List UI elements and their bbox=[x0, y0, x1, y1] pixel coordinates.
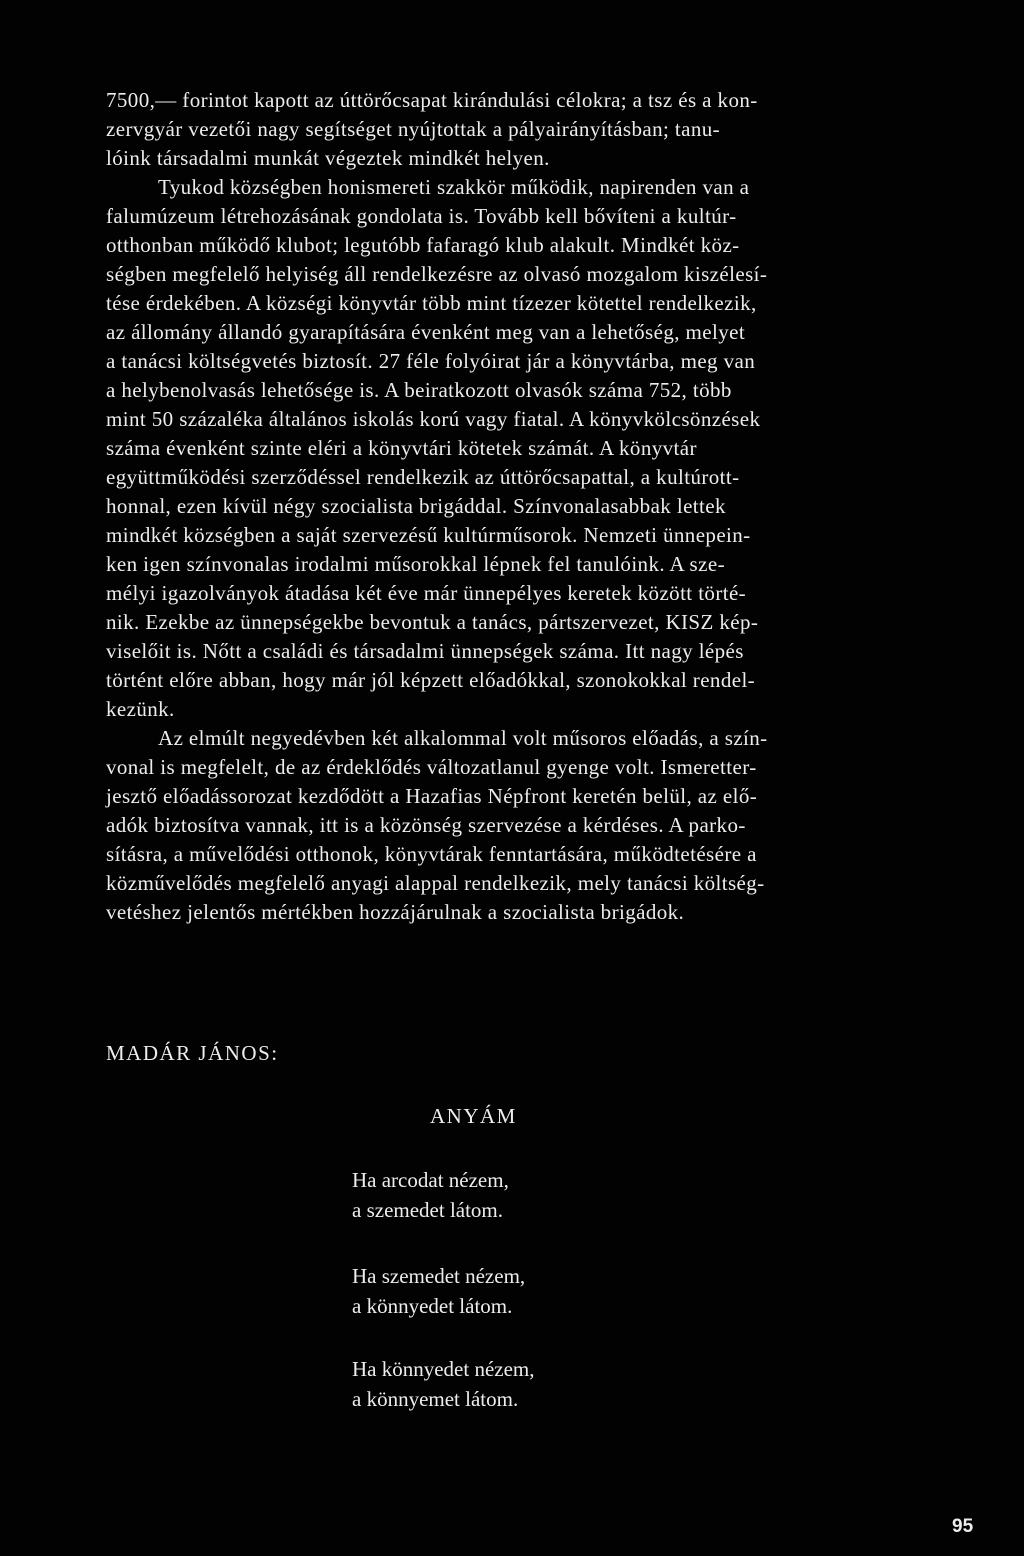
text-line: 7500,— forintot kapott az úttörőcsapat kirándulási célokra; a tsz és a kon- bbox=[106, 88, 758, 112]
text-line: együttműködési szerződéssel rendelkezik az úttörőcsapattal, a kultúrott- bbox=[106, 465, 740, 489]
text-line: az állomány állandó gyarapítására évenként meg van a lehetőség, melyet bbox=[106, 320, 746, 344]
poem-verse: Ha szemedet nézem, bbox=[352, 1264, 526, 1288]
text-line: történt előre abban, hogy már jól képzett előadókkal, szonokokkal rendel- bbox=[106, 668, 756, 692]
text-line: mindkét községben a saját szervezésű kultúrműsorok. Nemzeti ünnepein- bbox=[106, 523, 751, 547]
text-line: vetéshez jelentős mértékben hozzájárulnak a szocialista brigádok. bbox=[106, 900, 685, 924]
text-line: száma évenként szinte eléri a könyvtári kötetek számát. A könyvtár bbox=[106, 436, 697, 460]
text-line: Az elmúlt negyedévben két alkalommal volt műsoros előadás, a szín- bbox=[158, 726, 768, 750]
poem-verse: a könnyedet látom. bbox=[352, 1294, 513, 1318]
text-line: Tyukod községben honismereti szakkör működik, napirenden van a bbox=[158, 175, 750, 199]
text-line: adók biztosítva vannak, itt is a közönség szervezése a kérdéses. A parko- bbox=[106, 813, 746, 837]
text-line: vonal is megfelelt, de az érdeklődés változatlanul gyenge volt. Ismeretter- bbox=[106, 755, 757, 779]
text-line: ken igen színvonalas irodalmi műsorokkal lépnek fel tanulóink. A sze- bbox=[106, 552, 725, 576]
page-number: 95 bbox=[952, 1516, 974, 1537]
poem-title: ANYÁM bbox=[430, 1104, 517, 1128]
text-line: tése érdekében. A községi könyvtár több mint tízezer kötettel rendelkezik, bbox=[106, 291, 757, 315]
text-line: nik. Ezekbe az ünnepségekbe bevontuk a tanács, pártszervezet, KISZ kép- bbox=[106, 610, 759, 634]
poem-verse: Ha könnyedet nézem, bbox=[352, 1357, 535, 1381]
poem-stanza bbox=[352, 1354, 752, 1414]
text-line: sításra, a művelődési otthonok, könyvtárak fenntartására, működtetésére a bbox=[106, 842, 757, 866]
poem-verse: Ha arcodat nézem, bbox=[352, 1168, 509, 1192]
text-line: a tanácsi költségvetés biztosít. 27 féle folyóirat jár a könyvtárba, meg van bbox=[106, 349, 756, 373]
text-line: kezünk. bbox=[106, 697, 175, 721]
poem-verse: a könnyemet látom. bbox=[352, 1387, 519, 1411]
text-line: a helybenolvasás lehetősége is. A beiratkozott olvasók száma 752, több bbox=[106, 378, 732, 402]
text-line: falumúzeum létrehozásának gondolata is. Tovább kell bővíteni a kultúr- bbox=[106, 204, 737, 228]
text-line: lóink társadalmi munkát végeztek mindkét helyen. bbox=[106, 146, 550, 170]
text-line: mint 50 százaléka általános iskolás korú vagy fiatal. A könyvkölcsönzések bbox=[106, 407, 761, 431]
text-line: közművelődés megfelelő anyagi alappal rendelkezik, mely tanácsi költség- bbox=[106, 871, 765, 895]
poem-verse: a szemedet látom. bbox=[352, 1198, 504, 1222]
text-line: jesztő előadássorozat kezdődött a Hazafias Népfront keretén belül, az elő- bbox=[106, 784, 758, 808]
text-line: ségben megfelelő helyiség áll rendelkezésre az olvasó mozgalom kiszélesí- bbox=[106, 262, 768, 286]
text-line: zervgyár vezetői nagy segítséget nyújtottak a pályairányításban; tanu- bbox=[106, 117, 721, 141]
poem-author: MADÁR JÁNOS: bbox=[106, 1041, 279, 1065]
text-line: honnal, ezen kívül négy szocialista brigáddal. Színvonalasabbak lettek bbox=[106, 494, 726, 518]
text-line: viselőit is. Nőtt a családi és társadalmi ünnepségek száma. Itt nagy lépés bbox=[106, 639, 744, 663]
poem-stanza bbox=[352, 1165, 752, 1225]
text-line: otthonban működő klubot; legutóbb fafaragó klub alakult. Mindkét köz- bbox=[106, 233, 740, 257]
text-line: mélyi igazolványok átadása két éve már ünnepélyes keretek között törté- bbox=[106, 581, 747, 605]
poem-stanza bbox=[352, 1261, 752, 1321]
report-text bbox=[106, 86, 980, 927]
